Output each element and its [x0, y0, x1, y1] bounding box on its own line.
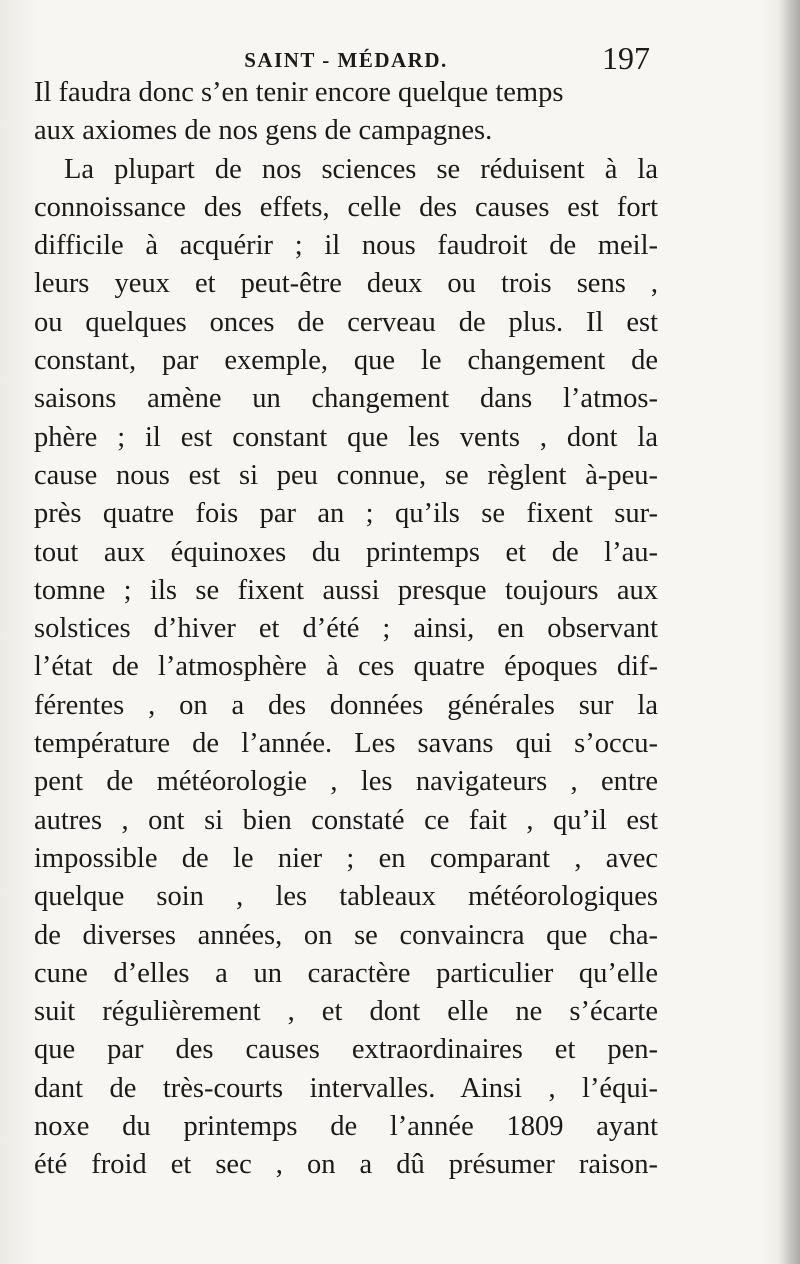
text-line: saisons amène un changement dans l’atmos-: [34, 383, 658, 415]
text-line: quelque soin , les tableaux météorologiques: [34, 881, 658, 913]
text-line: été froid et sec , on a dû présumer raison-: [34, 1149, 658, 1181]
text-line: ou quelques onces de cerveau de plus. Il est: [34, 306, 658, 338]
text-line: phère ; il est constant que les vents , dont la: [34, 421, 658, 453]
body-text: [34, 74, 658, 1185]
text-line: leurs yeux et peut-être deux ou trois sens ,: [34, 268, 658, 300]
text-line: tout aux équinoxes du printemps et de l’au-: [34, 536, 658, 568]
text-line: noxe du printemps de l’année 1809 ayant: [34, 1111, 658, 1143]
text-line: impossible de le nier ; en comparant , avec: [34, 842, 658, 874]
running-title: SAINT - MÉDARD.: [244, 48, 448, 72]
text-line: suit régulièrement , et dont elle ne s’écarte: [34, 996, 658, 1028]
text-line: Il faudra donc s’en tenir encore quelque temps: [34, 77, 564, 108]
text-line: cune d’elles a un caractère particulier qu’elle: [34, 957, 658, 989]
text-line: difficile à acquérir ; il nous faudroit de meil-: [34, 230, 658, 262]
text-line: connoissance des effets, celle des causes est fort: [34, 191, 658, 223]
page-edge-shadow: [778, 0, 800, 1264]
text-line: férentes , on a des données générales sur la: [34, 689, 658, 721]
text-line: constant, par exemple, que le changement de: [34, 345, 658, 377]
text-line: pent de météorologie , les navigateurs , entre: [34, 766, 658, 798]
page-number: 197: [602, 40, 650, 76]
text-line: autres , ont si bien constaté ce fait , qu’il est: [34, 804, 658, 836]
text-line: dant de très-courts intervalles. Ainsi , l’équi-: [34, 1072, 658, 1104]
text-line: La plupart de nos sciences se réduisent à la: [64, 153, 658, 185]
text-line: de diverses années, on se convaincra que cha-: [34, 919, 658, 951]
text-line: aux axiomes de nos gens de campagnes.: [34, 115, 493, 147]
text-line: l’état de l’atmosphère à ces quatre époques dif-: [34, 651, 658, 683]
text-line: que par des causes extraordinaires et pen-: [34, 1034, 658, 1066]
text-line: cause nous est si peu connue, se règlent à-peu-: [34, 459, 658, 491]
text-line: près quatre fois par an ; qu’ils se fixent sur-: [34, 498, 658, 530]
text-line: solstices d’hiver et d’été ; ainsi, en observant: [34, 613, 658, 645]
text-line: tomne ; ils se fixent aussi presque toujours aux: [34, 574, 658, 606]
text-line: température de l’année. Les savans qui s’occu-: [34, 728, 658, 760]
